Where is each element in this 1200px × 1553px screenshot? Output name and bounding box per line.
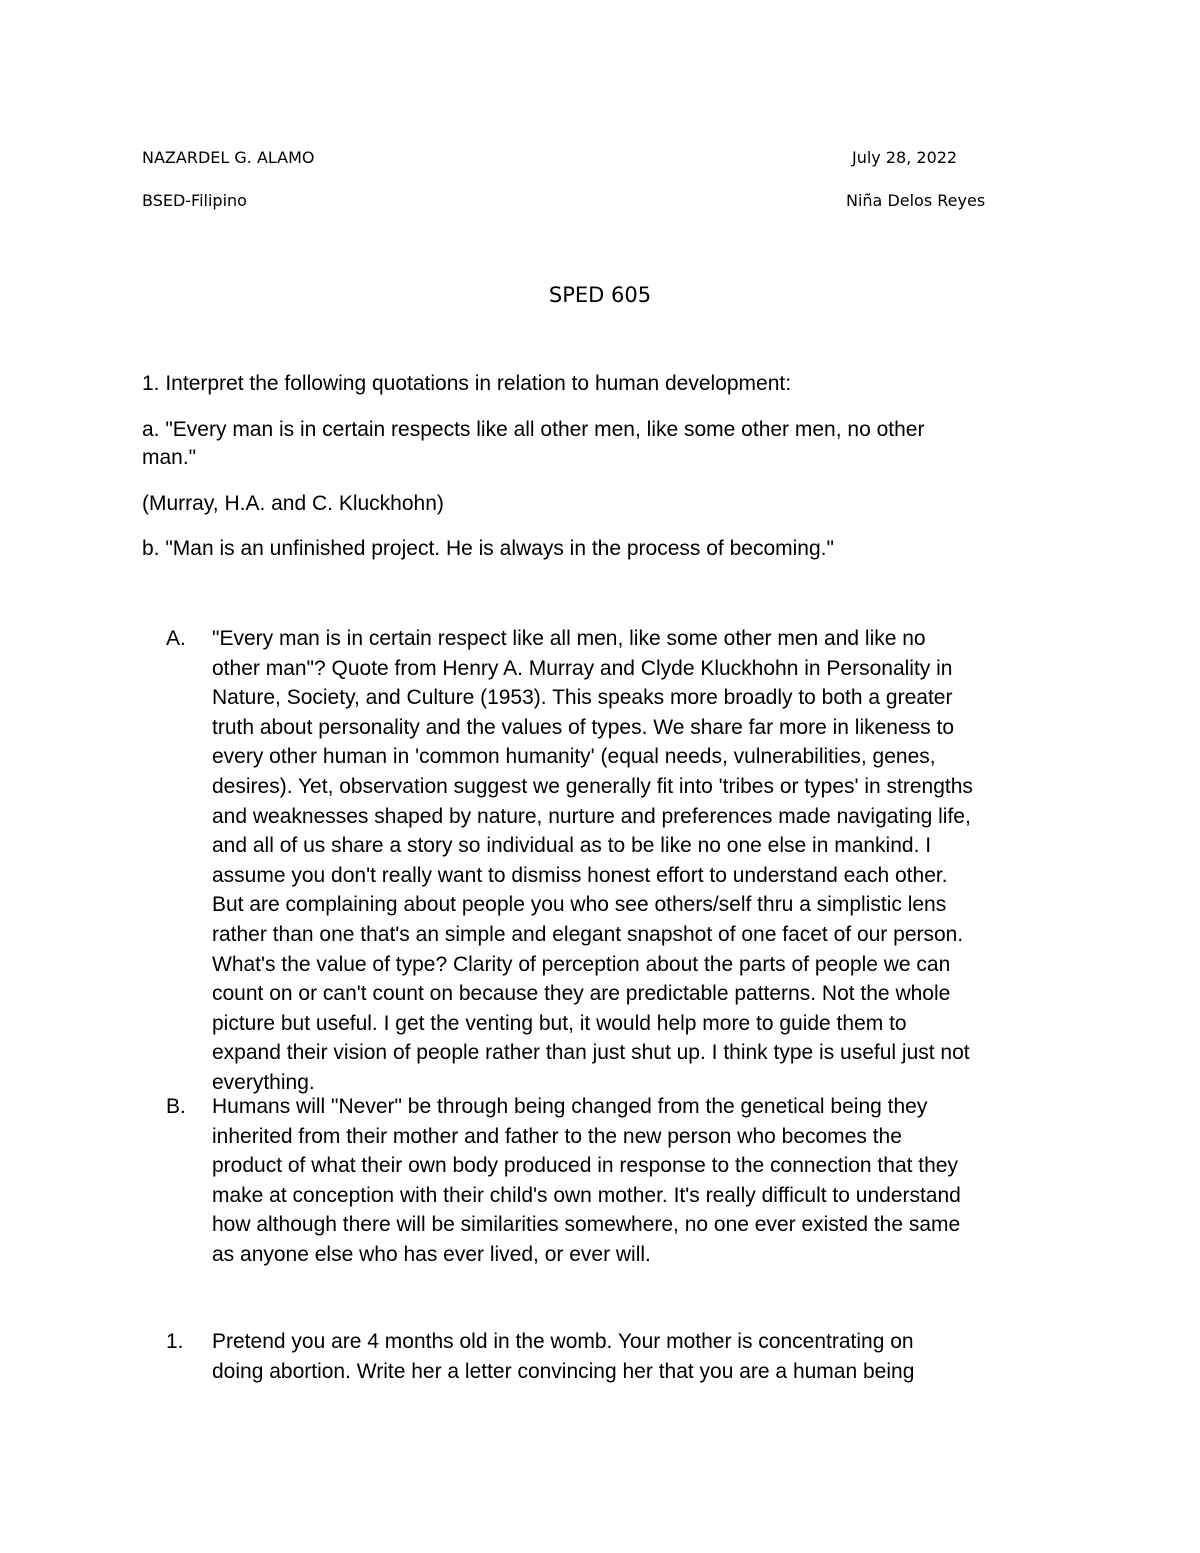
answer-line: Nature, Society, and Culture (1953). This speaks more broadly to both a greater — [212, 686, 953, 710]
answer-line: every other human in 'common humanity' (equal needs, vulnerabilities, genes, — [212, 745, 936, 769]
answer-line: "Every man is in certain respect like all men, like some other men and like no — [212, 627, 926, 650]
question-a — [142, 416, 1062, 472]
question-a-line: man." — [142, 446, 197, 469]
answer-a-text — [212, 624, 1072, 1098]
task-line: doing abortion. Write her a letter convincing her that you are a human being — [212, 1359, 915, 1383]
answer-line: desires). Yet, observation suggest we generally fit into 'tribes or types' in strengths — [212, 774, 973, 798]
answer-line: assume you don't really want to dismiss honest effort to understand each other. — [212, 863, 948, 887]
answer-line: inherited from their mother and father to the new person who becomes the — [212, 1124, 902, 1148]
answer-line: But are complaining about people you who see others/self thru a simplistic lens — [212, 893, 947, 917]
document-date: July 28, 2022 — [852, 148, 958, 167]
task-line: Pretend you are 4 months old in the womb. Your mother is concentrating on — [212, 1330, 914, 1353]
page-title: SPED 605 — [548, 283, 652, 307]
answer-b-text — [212, 1092, 1072, 1270]
answer-line: as anyone else who has ever lived, or ever will. — [212, 1242, 651, 1266]
answer-line: other man"? Quote from Henry A. Murray and Clyde Kluckhohn in Personality in — [212, 656, 953, 680]
answer-line: picture but useful. I get the venting but, it would help more to guide them to — [212, 1011, 907, 1035]
answer-line: and all of us share a story so individual as to be like no one else in mankind. I — [212, 834, 932, 858]
answer-a-marker: A. — [166, 627, 186, 650]
task-2-text — [212, 1327, 1072, 1386]
question-a-line: a. "Every man is in certain respects like all other men, like some other men, no other — [142, 418, 925, 441]
student-name: NAZARDEL G. ALAMO — [142, 148, 315, 167]
answer-b-marker: B. — [166, 1095, 186, 1118]
answer-line: Humans will "Never" be through being changed from the genetical being they — [212, 1095, 928, 1118]
answer-line: everything. — [212, 1070, 315, 1094]
answer-line: how although there will be similarities somewhere, no one ever existed the same — [212, 1213, 961, 1237]
answer-line: rather than one that's an simple and elegant snapshot of one facet of our person. — [212, 922, 964, 946]
question-1-text: 1. Interpret the following quotations in relation to human development: — [142, 372, 792, 395]
answer-line: make at conception with their child's own mother. It's really difficult to understand — [212, 1183, 961, 1207]
answer-line: expand their vision of people rather than just shut up. I think type is useful just not — [212, 1041, 970, 1065]
citation — [142, 490, 1062, 518]
question-b-text: b. "Man is an unfinished project. He is always in the process of becoming." — [142, 537, 834, 560]
answer-line: product of what their own body produced in response to the connection that they — [212, 1154, 958, 1178]
answer-line: What's the value of type? Clarity of perception about the parts of people we can — [212, 952, 951, 976]
question-b — [142, 535, 1062, 563]
citation-text: (Murray, H.A. and C. Kluckhohn) — [142, 492, 444, 515]
program-name: BSED-Filipino — [142, 191, 247, 210]
answer-line: count on or can't count on because they are predictable patterns. Not the whole — [212, 982, 951, 1006]
answer-line: truth about personality and the values of types. We share far more in likeness to — [212, 715, 955, 739]
instructor-name: Niña Delos Reyes — [846, 191, 986, 210]
question-1 — [142, 370, 1062, 398]
task-2-marker: 1. — [166, 1330, 184, 1353]
answer-line: and weaknesses shaped by nature, nurture and preferences made navigating life, — [212, 804, 971, 828]
